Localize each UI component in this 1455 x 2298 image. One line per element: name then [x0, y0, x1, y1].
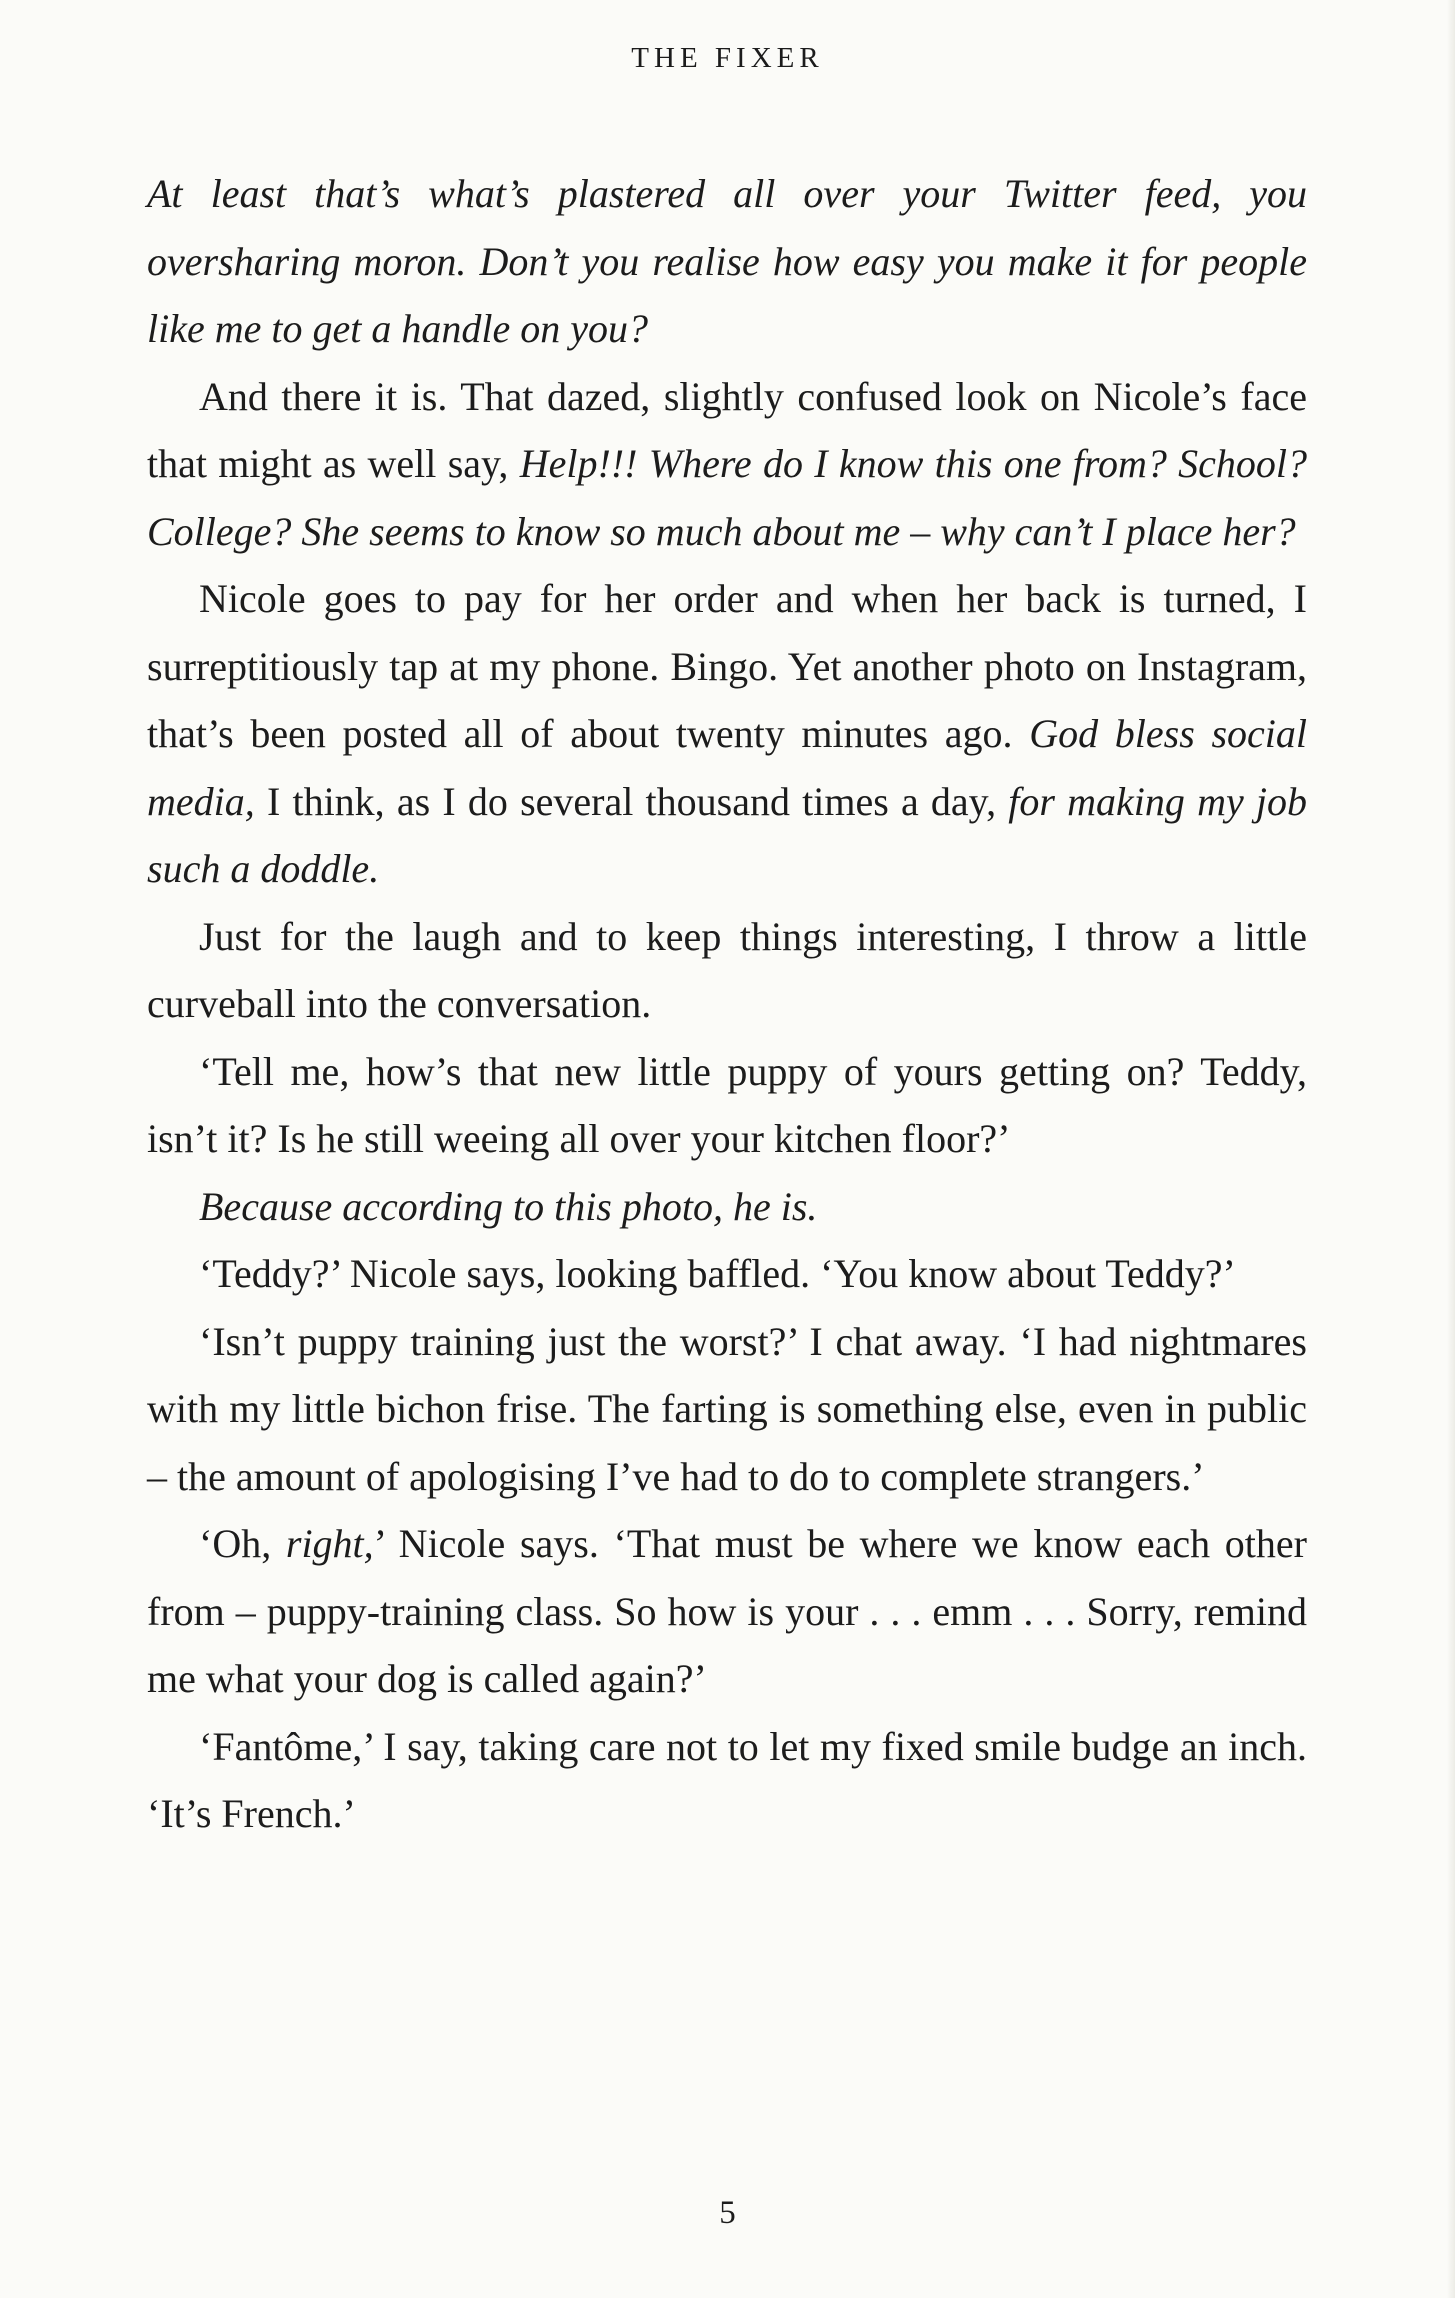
- paragraph: [147, 1713, 1307, 1848]
- text-run: Just for the laugh and to keep things interesting, I throw a little curveball into the conversation.: [147, 913, 1307, 1026]
- paragraph: [147, 1173, 1307, 1241]
- page-number: 5: [719, 2195, 736, 2231]
- paragraph: [147, 565, 1307, 903]
- paragraph: [147, 1038, 1307, 1173]
- body-text: [147, 160, 1307, 1848]
- paragraph: [147, 903, 1307, 1038]
- page-edge-shadow: [1447, 0, 1455, 2298]
- text-run: Help!!! Where do I know this one from? School? College? She seems to know so much about me – why can’t I place her?: [147, 441, 1308, 554]
- paragraph: [147, 1510, 1307, 1713]
- text-run: At least that’s what’s plastered all over your Twitter feed, you oversharing moron. Don’t you realise how easy you make it for people like me to get a handle on you?: [147, 171, 1307, 351]
- paragraph: [147, 160, 1307, 363]
- text-run: ‘Oh,: [199, 1521, 286, 1566]
- paragraph: [147, 1240, 1307, 1308]
- text-run: God bless social media,: [147, 711, 1307, 824]
- paragraph: [147, 363, 1307, 566]
- paragraph: [147, 1308, 1307, 1511]
- text-run: Nicole goes to pay for her order and when her back is turned, I surreptitiously tap at my phone. Bingo. Yet another photo on Instagram, that’s been posted all of about twenty minutes ago.: [147, 576, 1307, 756]
- text-run: ’ Nicole says. ‘That must be where we know each other from – puppy-training class. So how is your . . . emm . . . Sorry, remind me what your dog is called again?’: [147, 1521, 1307, 1701]
- text-run: ‘Tell me, how’s that new little puppy of yours getting on? Teddy, isn’t it? Is he still weeing all over your kitchen floor?’: [147, 1048, 1307, 1161]
- text-run: right,: [285, 1521, 374, 1566]
- text-run: Because according to this photo, he is.: [199, 1183, 818, 1229]
- text-run: for making my job such a doddle.: [147, 778, 1308, 891]
- text-run: ‘Fantôme,’ I say, taking care not to let my fixed smile budge an inch. ‘It’s French.’: [147, 1723, 1307, 1836]
- text-run: ‘Isn’t puppy training just the worst?’ I chat away. ‘I had nightmares with my little bichon frise. The farting is something else, even in public – the amount of apologising I’ve had to do to complete strangers.’: [147, 1318, 1307, 1499]
- text-run: I think, as I do several thousand times a day,: [254, 778, 1009, 824]
- text-run: ‘Teddy?’ Nicole says, looking baffled. ‘You know about Teddy?’: [199, 1251, 1236, 1296]
- running-title: THE FIXER: [631, 42, 824, 74]
- text-run: And there it is. That dazed, slightly confused look on Nicole’s face that might as well say,: [147, 373, 1307, 486]
